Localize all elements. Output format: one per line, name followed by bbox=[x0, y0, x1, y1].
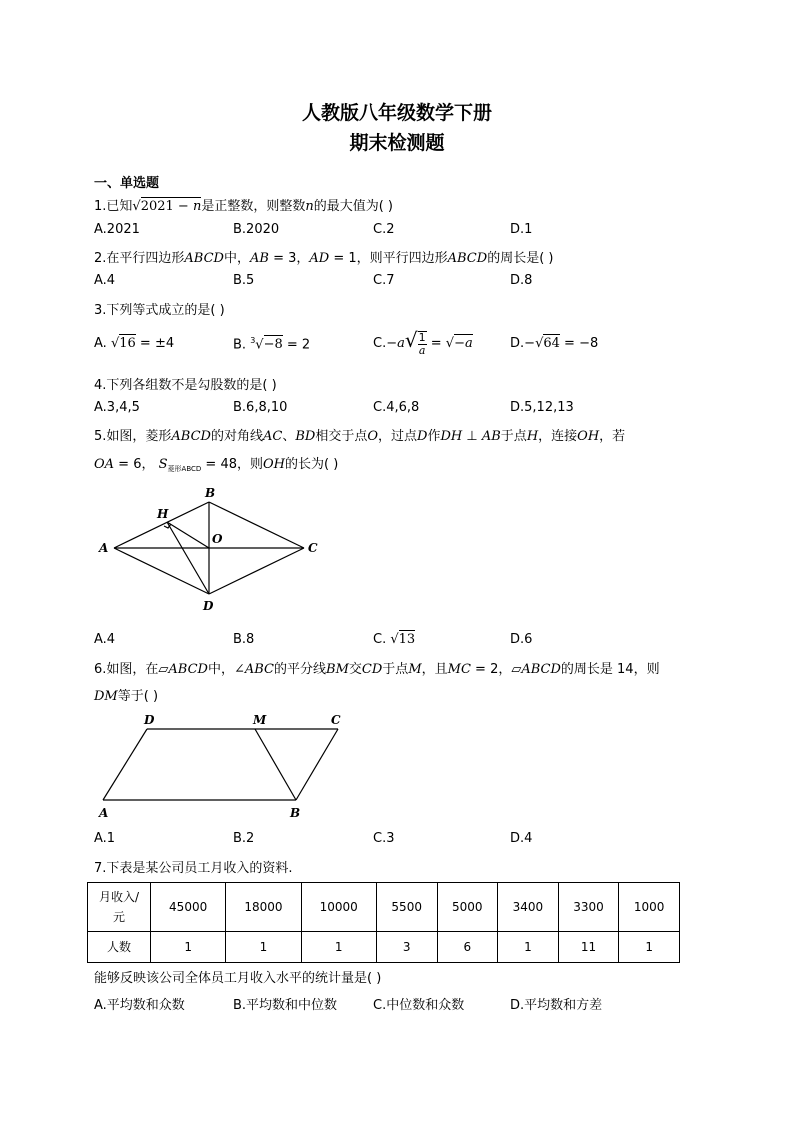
option-c[interactable]: C.−a√ $\frac{1}{a}$ = √−a bbox=[373, 328, 473, 357]
option-b[interactable]: B. $^3$√−8 = 2 bbox=[233, 336, 311, 353]
label-d: D bbox=[203, 599, 214, 613]
option-d[interactable]: D.6 bbox=[510, 632, 533, 647]
question-1: 1.已知√2021 − n是正整数，则整数n的最大值为( ) bbox=[94, 199, 393, 214]
income-table bbox=[87, 882, 680, 963]
page-title: 人教版八年级数学下册 bbox=[301, 102, 492, 124]
table-cell: 1 bbox=[301, 932, 376, 963]
option-c[interactable]: C. √13 bbox=[373, 632, 416, 647]
table-cell: 45000 bbox=[151, 883, 226, 932]
question-7-options bbox=[94, 994, 614, 1012]
question-5-options bbox=[94, 632, 614, 650]
edge-ad bbox=[103, 729, 147, 800]
edge-cd bbox=[209, 548, 304, 594]
table-cell: 1000 bbox=[619, 883, 680, 932]
question-6-line-1: 6.如图，在▱ABCD中，∠ABC的平分线BM交CD于点M，且MC = 2，▱ABCD的周长是 14，则 bbox=[94, 662, 660, 677]
option-c[interactable]: C.中位数和众数 bbox=[373, 998, 465, 1013]
option-a[interactable]: A.3,4,5 bbox=[94, 400, 140, 415]
label-b: B bbox=[205, 486, 216, 500]
table-cell: 3400 bbox=[498, 883, 559, 932]
option-d[interactable]: D.1 bbox=[510, 222, 533, 237]
table-header-cell: 月收入/ 元 bbox=[88, 883, 151, 932]
label-a: A bbox=[99, 541, 109, 555]
option-d[interactable]: D.5,12,13 bbox=[510, 400, 574, 415]
option-c[interactable]: C.7 bbox=[373, 273, 395, 288]
question-2-options bbox=[94, 273, 614, 291]
table-cell: 1 bbox=[619, 932, 680, 963]
label-a: A bbox=[99, 806, 109, 820]
segment-bm bbox=[255, 729, 296, 800]
option-a[interactable]: A.2021 bbox=[94, 222, 140, 237]
option-b[interactable]: B.6,8,10 bbox=[233, 400, 288, 415]
option-b[interactable]: B.2020 bbox=[233, 222, 280, 237]
section-heading: 一、单选题 bbox=[94, 176, 160, 191]
option-b[interactable]: B.5 bbox=[233, 273, 255, 288]
table-cell: 1 bbox=[151, 932, 226, 963]
option-a[interactable]: A.4 bbox=[94, 632, 116, 647]
option-d[interactable]: D.−√64 = −8 bbox=[510, 336, 599, 351]
option-a[interactable]: A.4 bbox=[94, 273, 116, 288]
label-m: M bbox=[253, 713, 267, 727]
option-d[interactable]: D.8 bbox=[510, 273, 533, 288]
edge-da bbox=[114, 548, 209, 594]
option-a[interactable]: A. √16 = ±4 bbox=[94, 336, 175, 351]
table-cell: 1 bbox=[498, 932, 559, 963]
table-row bbox=[88, 883, 680, 932]
option-d[interactable]: D.4 bbox=[510, 831, 533, 846]
question-6-options bbox=[94, 831, 614, 849]
question-3: 3.下列等式成立的是( ) bbox=[94, 303, 225, 318]
table-cell: 18000 bbox=[226, 883, 301, 932]
option-b[interactable]: B.2 bbox=[233, 831, 255, 846]
option-b[interactable]: B.8 bbox=[233, 632, 255, 647]
table-cell: 3 bbox=[376, 932, 437, 963]
option-c[interactable]: C.2 bbox=[373, 222, 395, 237]
page-subtitle: 期末检测题 bbox=[349, 132, 445, 154]
label-b: B bbox=[290, 806, 301, 820]
edge-cb bbox=[296, 729, 338, 800]
label-c: C bbox=[308, 541, 318, 555]
edge-bc bbox=[209, 502, 304, 548]
option-a[interactable]: A.1 bbox=[94, 831, 116, 846]
label-d: D bbox=[144, 713, 155, 727]
option-d[interactable]: D.平均数和方差 bbox=[510, 998, 603, 1013]
parallelogram-figure bbox=[95, 712, 355, 822]
option-c[interactable]: C.4,6,8 bbox=[373, 400, 420, 415]
table-header-cell: 人数 bbox=[88, 932, 151, 963]
rhombus-figure bbox=[95, 484, 325, 616]
segment-oh bbox=[167, 522, 209, 548]
question-3-options bbox=[94, 328, 614, 357]
label-c: C bbox=[331, 713, 341, 727]
table-cell: 1 bbox=[226, 932, 301, 963]
option-a[interactable]: A.平均数和众数 bbox=[94, 998, 185, 1013]
option-c[interactable]: C.3 bbox=[373, 831, 395, 846]
table-row bbox=[88, 932, 680, 963]
table-cell: 11 bbox=[558, 932, 619, 963]
question-2: 2.在平行四边形ABCD中，AB = 3，AD = 1，则平行四边形ABCD的周长是( ) bbox=[94, 251, 554, 266]
label-o: O bbox=[212, 532, 223, 546]
table-cell: 5000 bbox=[437, 883, 498, 932]
question-5-line-2: OA = 6， $S_{菱形ABCD} = 48$，则OH的长为( ) bbox=[94, 457, 339, 473]
question-5-line-1: 5.如图，菱形ABCD的对角线AC、BD相交于点O，过点D作DH ⊥ AB于点H，连接OH，若 bbox=[94, 429, 626, 444]
table-cell: 5500 bbox=[376, 883, 437, 932]
question-6-line-2: DM等于( ) bbox=[94, 689, 159, 704]
table-cell: 3300 bbox=[558, 883, 619, 932]
table-cell: 10000 bbox=[301, 883, 376, 932]
table-cell: 6 bbox=[437, 932, 498, 963]
question-7: 7.下表是某公司员工月收入的资料. bbox=[94, 861, 293, 876]
question-7-prompt: 能够反映该公司全体员工月收入水平的统计量是( ) bbox=[94, 971, 382, 986]
label-h: H bbox=[157, 507, 169, 521]
question-1-options bbox=[94, 222, 614, 240]
question-4-options bbox=[94, 400, 614, 418]
question-4: 4.下列各组数不是勾股数的是( ) bbox=[94, 378, 277, 393]
option-b[interactable]: B.平均数和中位数 bbox=[233, 998, 338, 1013]
